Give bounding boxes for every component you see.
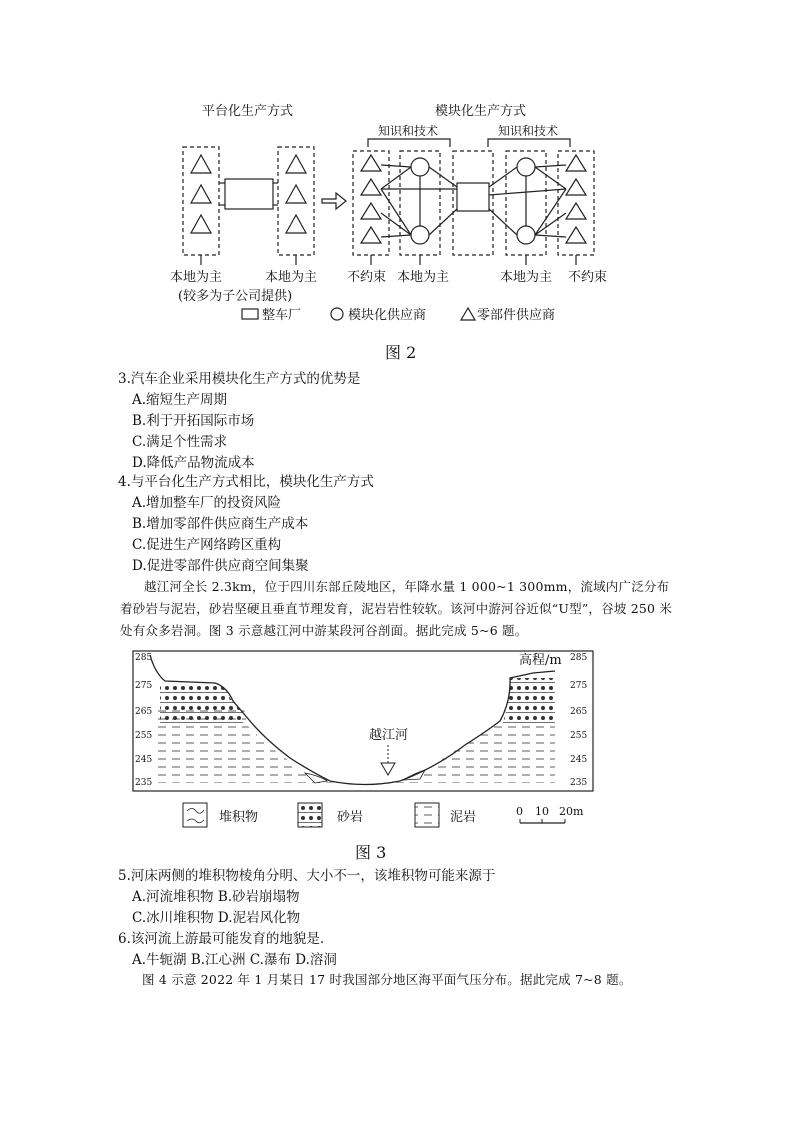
module-supplier-icon [517,158,535,176]
parts-supplier-icon [361,155,381,171]
question-3-option-a: A.缩短生产周期 [132,392,228,408]
question-4-stem: 4.与平台化生产方式相比，模块化生产方式 [118,474,374,490]
left-tick-275: 275 [135,681,153,691]
knowledge-brace-right [488,139,570,147]
question-4 [118,472,374,577]
knowledge-label-left: 知识和技术 [378,124,439,138]
figure-2-caption: 图 2 [385,343,417,362]
right-sandstone-layer [503,678,555,723]
question-5 [118,866,495,929]
module-supplier-icon [517,226,535,244]
elevation-axis-label: 高程/m [519,653,562,668]
modular-plant-frame [453,151,493,255]
left-tick-245: 245 [135,755,153,765]
modular-title: 模块化生产方式 [435,104,527,119]
figure-3-caption: 图 3 [355,843,387,862]
parts-supplier-icon [361,203,381,219]
question-3-stem: 3.汽车企业采用模块化生产方式的优势是 [118,371,361,387]
question-4-option-a: A.增加整车厂的投资风险 [132,495,282,511]
question-4-option-b: B.增加零部件供应商生产成本 [132,516,309,532]
platform-left-supplier-box [183,147,219,255]
question-4-option-d: D.促进零部件供应商空间集聚 [132,558,309,574]
question-5-stem: 5.河床两侧的堆积物棱角分明、大小不一，该堆积物可能来源于 [118,868,496,884]
parts-supplier-icon [566,155,586,171]
legend-sandstone-label: 砂岩 [337,810,364,825]
parts-supplier-icon [566,203,586,219]
legend-module-label: 模块化供应商 [348,308,427,323]
scale-label-0: 0 [516,805,523,818]
legend-module-symbol [331,308,343,320]
parts-supplier-icon [191,215,211,233]
parts-supplier-icon [191,185,211,203]
left-tick-285: 285 [135,653,153,663]
legend-deposit-symbol [183,803,207,827]
legend-mudstone-symbol [415,803,439,827]
figure-4-intro: 图 4 示意 2022 年 1 月某日 17 时我国部分地区海平面气压分布。据此完成 7~8 题。 [142,972,632,987]
river-arrow-icon [381,763,395,775]
label-local-4: 本地为主 [500,270,553,285]
question-3-option-c: C.满足个性需求 [132,434,228,450]
parts-supplier-icon [286,215,306,233]
scale-label-10: 10 [535,805,549,818]
knowledge-label-right: 知识和技术 [498,124,559,138]
legend-parts-symbol [461,308,475,320]
question-6 [118,929,337,971]
modular-network-lines [381,165,566,237]
legend-parts-label: 零部件供应商 [477,308,556,323]
label-local-3: 本地为主 [397,270,450,285]
right-tick-235: 235 [570,778,588,788]
parts-supplier-icon [191,155,211,173]
left-tick-255: 255 [135,731,153,741]
label-unbound-2: 不约束 [568,270,608,285]
transition-arrow-icon [322,193,346,209]
label-local-1: 本地为主 [170,270,223,285]
left-tick-265: 265 [135,707,153,717]
label-local-2: 本地为主 [265,270,318,285]
right-tick-285: 285 [570,653,588,663]
right-mudstone-layer [395,723,555,783]
question-5-options-ab: A.河流堆积物 B.砂岩崩塌物 [132,889,300,905]
platform-right-supplier-box [278,147,314,255]
parts-supplier-icon [566,227,586,243]
legend-plant-label: 整车厂 [262,308,302,323]
parts-supplier-icon [286,155,306,173]
module-supplier-icon [411,158,429,176]
figure-2-diagram [150,95,630,330]
scale-label-20: 20m [559,805,584,818]
right-tick-265: 265 [570,707,588,717]
legend-plant-symbol [242,309,258,319]
left-sandstone-layer [160,683,245,723]
right-tick-275: 275 [570,681,588,691]
question-3-option-d: D.降低产品物流成本 [132,455,255,471]
parts-supplier-icon [286,185,306,203]
valley-floor [330,781,400,785]
question-4-option-c: C.促进生产网络跨区重构 [132,537,282,553]
question-3 [118,369,360,474]
question-6-stem: 6.该河流上游最可能发育的地貌是. [118,931,325,947]
question-3-option-b: B.利于开拓国际市场 [132,413,255,429]
legend-deposit-pattern [187,809,204,823]
module-supplier-icon [411,226,429,244]
modular-plant-box [457,183,489,211]
right-tick-255: 255 [570,731,588,741]
label-unbound-1: 不约束 [347,270,387,285]
right-tick-245: 245 [570,755,588,765]
parts-supplier-icon [361,227,381,243]
parts-supplier-icon [361,179,381,195]
platform-title: 平台化生产方式 [202,104,294,119]
label-subsidiary: (较多为子公司提供) [178,289,293,304]
legend-mudstone-label: 泥岩 [450,810,477,825]
river-label: 越江河 [369,728,409,743]
legend-sandstone-symbol [298,803,322,827]
passage-yuejiang-river: 越江河全长 2.3km，位于四川东部丘陵地区，年降水量 1 000~1 300mm，流域内广泛分布着砂岩与泥岩，砂岩坚硬且垂直节理发育，泥岩岩性较软。该河中游河谷近似“U型”，谷坡 250 米处有众多岩洞。图 3 示意越江河中游某段河谷剖面。据此完成 5~6 题。 [120,579,673,638]
question-6-options: A.牛轭湖 B.江心洲 C.瀑布 D.溶洞 [132,952,337,968]
left-tick-235: 235 [135,778,153,788]
platform-plant-box [225,179,273,209]
legend-deposit-label: 堆积物 [219,810,259,825]
figure-3-valley-profile [115,643,615,863]
parts-supplier-icon [566,179,586,195]
question-5-options-cd: C.冰川堆积物 D.泥岩风化物 [132,910,301,926]
knowledge-brace-left [368,139,450,147]
